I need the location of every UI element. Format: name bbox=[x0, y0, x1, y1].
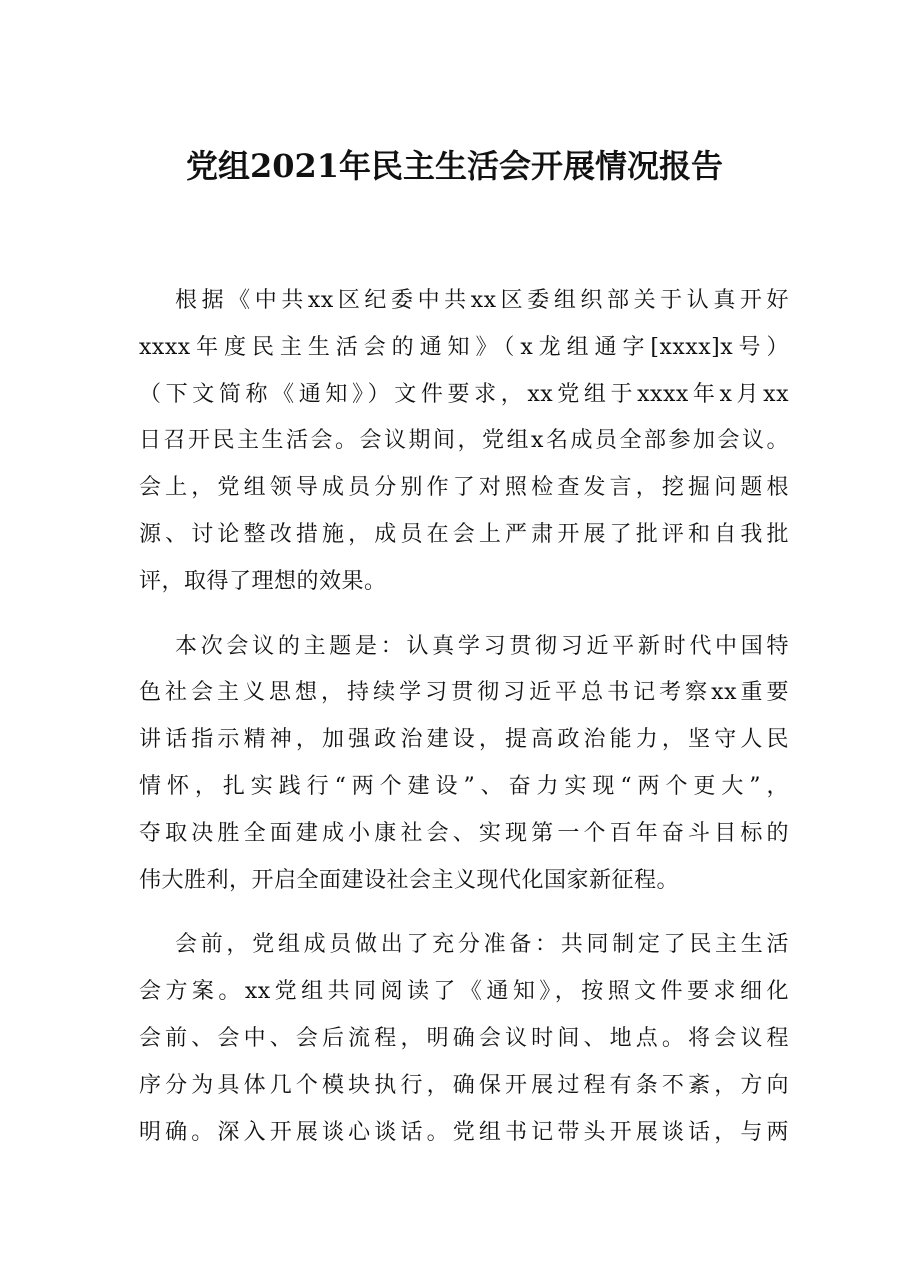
paragraph-3 bbox=[139, 922, 789, 1156]
text-line: 会前、会中、会后流程，明确会议时间、地点。将会议程 bbox=[139, 1025, 789, 1051]
text-line: 根据《中共xx区纪委中共xx区委组织部关于认真开好 bbox=[175, 288, 789, 313]
text-line: 本次会议的主题是：认真学习贯彻习近平新时代中国特 bbox=[175, 633, 789, 659]
text-line: 评，取得了理想的效果。 bbox=[139, 568, 387, 594]
text-line: 源、讨论整改措施，成员在会上严肃开展了批评和自我批 bbox=[139, 521, 789, 547]
paragraph-1 bbox=[139, 278, 789, 606]
document-title: 党组2021年民主生活会开展情况报告 bbox=[185, 147, 724, 185]
text-line: 日召开民主生活会。会议期间，党组x名成员全部参加会议。 bbox=[139, 428, 789, 454]
paragraph-2 bbox=[139, 624, 789, 905]
text-line: 会上，党组领导成员分别作了对照检查发言，挖掘问题根 bbox=[139, 475, 789, 501]
text-line: 伟大胜利，开启全面建设社会主义现代化国家新征程。 bbox=[139, 867, 680, 893]
text-line: 讲话指示精神，加强政治建设，提高政治能力，坚守人民 bbox=[139, 727, 789, 753]
paragraph-spacing bbox=[139, 904, 789, 922]
text-line: xxxx年度民主生活会的通知》（x龙组通字[xxxx]x号） bbox=[139, 334, 789, 360]
text-line: 夺取决胜全面建成小康社会、实现第一个百年奋斗目标的 bbox=[139, 820, 789, 846]
text-line: 会方案。xx党组共同阅读了《通知》，按照文件要求细化 bbox=[139, 979, 789, 1005]
text-line: 明确。深入开展谈心谈话。党组书记带头开展谈话，与两 bbox=[139, 1119, 789, 1145]
text-line: 情怀，扎实践行“两个建设”、奋力实现“两个更大”， bbox=[139, 773, 789, 799]
text-line: 会前，党组成员做出了充分准备：共同制定了民主生活 bbox=[175, 932, 789, 958]
text-line: 色社会主义思想，持续学习贯彻习近平总书记考察xx重要 bbox=[139, 680, 789, 706]
text-line: （下文简称《通知》）文件要求，xx党组于xxxx年x月xx bbox=[139, 381, 789, 407]
document-body bbox=[139, 278, 789, 1156]
paragraph-spacing bbox=[139, 606, 789, 624]
text-line: 序分为具体几个模块执行，确保开展过程有条不紊，方向 bbox=[139, 1072, 789, 1098]
